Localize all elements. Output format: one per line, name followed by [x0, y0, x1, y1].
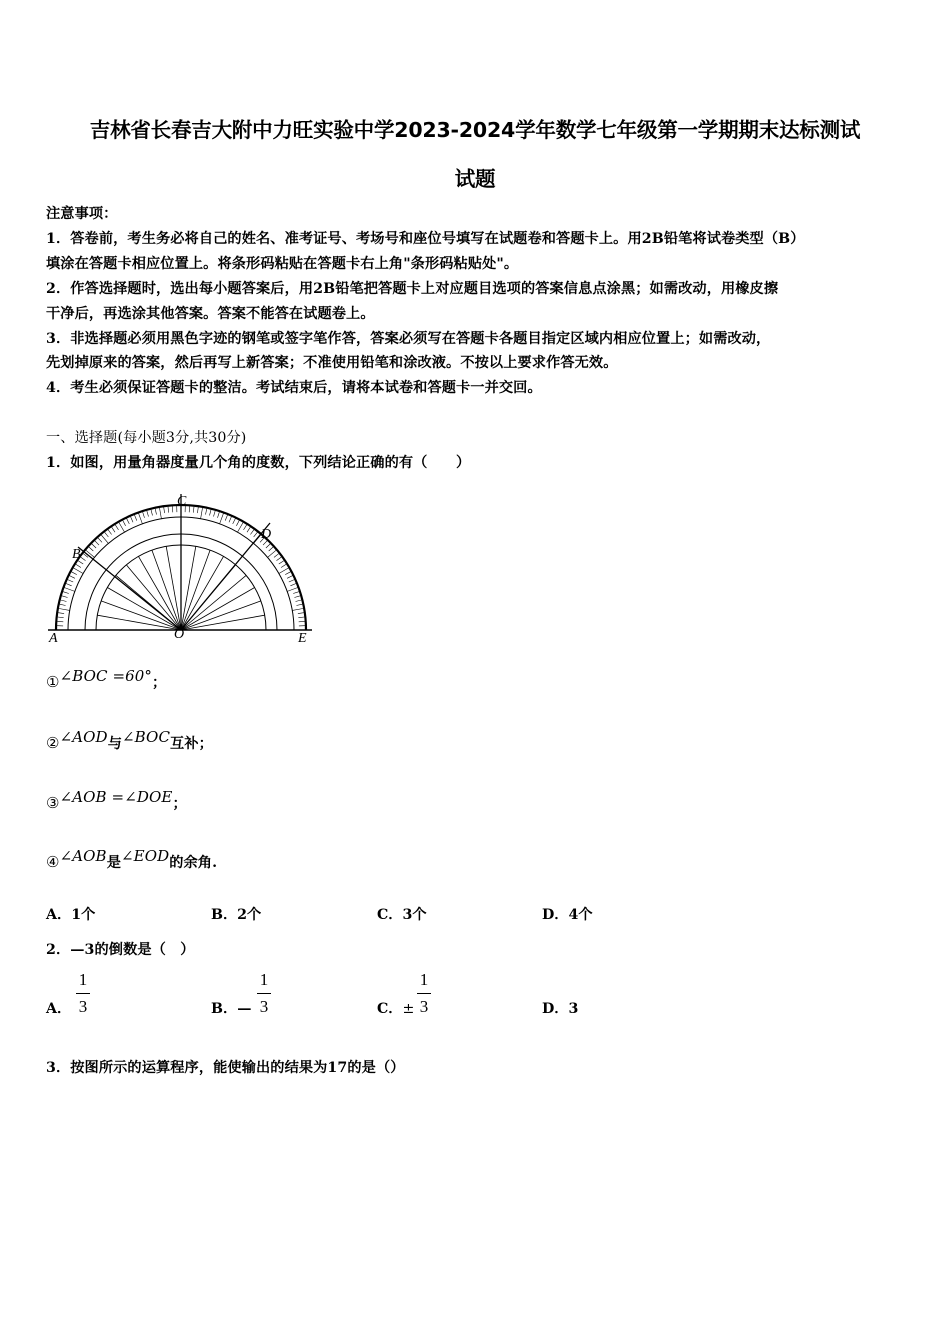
protractor-tick	[131, 517, 133, 523]
statement-4: ④∠AOB是∠EOD的余角.	[46, 847, 218, 871]
protractor-tick	[287, 576, 292, 579]
protractor-tick	[197, 507, 198, 513]
label-o: O	[174, 627, 185, 642]
protractor-tick	[247, 527, 250, 532]
q2-option-c-fraction: 1 3	[417, 970, 431, 1017]
protractor-tick	[60, 604, 66, 605]
protractor-tick	[95, 541, 99, 545]
protractor-tick	[92, 544, 96, 548]
protractor-tick	[119, 523, 125, 533]
protractor-tick	[127, 519, 130, 524]
question-1-stem: 1．如图，用量角器度量几个角的度数，下列结论正确的有（ ）	[46, 455, 471, 471]
protractor-tick	[63, 592, 69, 594]
protractor-tick	[281, 564, 286, 567]
protractor-tick	[293, 592, 299, 594]
notice-line: 干净后，再选涂其他答案。答案不能答在试题卷上。	[46, 306, 375, 322]
protractor-tick	[229, 517, 231, 523]
protractor-tick	[143, 512, 145, 518]
protractor-tick	[225, 515, 227, 521]
protractor-tick	[266, 544, 270, 548]
notice-line: 3．非选择题必须用黑色字迹的钢笔或签字笔作答，答案必须写在答题卡各题目指定区域内相应位置上；如需改动，	[46, 331, 771, 347]
q1-option-b: B．2个	[211, 907, 262, 923]
question-3-stem: 3．按图所示的运算程序，能使输出的结果为17的是（）	[46, 1060, 405, 1076]
page-title-continued: 试题	[454, 167, 496, 191]
protractor-tick	[285, 572, 290, 575]
q2-option-b-fraction: 1 3	[257, 970, 271, 1017]
protractor-tick	[160, 508, 162, 519]
protractor-tick	[89, 547, 93, 551]
protractor-tick	[74, 568, 84, 574]
protractor-tick	[298, 617, 304, 618]
page-title: 吉林省长春吉大附中力旺实验中学2023-2024学年数学七年级第一学期期末达标测试	[89, 118, 861, 142]
protractor-tick	[193, 507, 194, 513]
protractor-tick	[112, 527, 115, 532]
protractor-tick	[108, 530, 112, 535]
protractor-tick	[236, 521, 239, 526]
protractor-tick	[155, 509, 156, 515]
label-a: A	[49, 631, 58, 642]
statement-3: ③∠AOB =∠DOE；	[46, 788, 187, 812]
q2-option-a-fraction: 1 3	[76, 970, 90, 1017]
section-heading: 一、选择题(每小题3分,共30分)	[46, 430, 247, 446]
notice-line: 填涂在答题卡相应位置上。将条形码粘贴在答题卡右上角"条形码粘贴处"。	[46, 256, 519, 272]
notice-line: 先划掉原来的答案，然后再写上新答案；不准使用铅笔和涂改液。不按以上要求作答无效。	[46, 355, 618, 371]
protractor-tick	[61, 600, 67, 602]
protractor-tick	[105, 532, 109, 537]
label-d: D	[261, 527, 272, 542]
protractor-tick	[68, 580, 74, 582]
protractor-tick	[287, 588, 297, 592]
statement-1: ①∠BOC =60°；	[46, 667, 167, 691]
protractor-tick	[81, 557, 86, 561]
protractor-tick	[206, 509, 207, 515]
protractor-tick	[279, 561, 284, 564]
protractor-tick	[70, 576, 75, 579]
label-c: C	[177, 494, 187, 509]
protractor-tick	[214, 511, 216, 517]
protractor-tick	[220, 514, 224, 524]
protractor-tick	[279, 568, 289, 574]
protractor-tick	[201, 508, 203, 519]
q2-option-a-label: A．	[46, 1001, 72, 1017]
protractor-tick	[289, 580, 295, 582]
protractor-tick	[268, 550, 276, 557]
label-e: E	[298, 631, 307, 642]
protractor-tick	[233, 519, 236, 524]
notice-heading: 注意事项：	[46, 206, 118, 222]
protractor-tick	[66, 584, 72, 586]
protractor-tick	[277, 557, 282, 561]
protractor-tick	[296, 604, 302, 605]
protractor-tick	[76, 564, 81, 567]
notice-line: 4．考生必须保证答题卡的整洁。考试结束后，请将本试卷和答题卡一并交回。	[46, 380, 542, 396]
protractor-tick	[210, 510, 212, 516]
protractor-tick	[58, 613, 64, 614]
protractor-tick	[72, 572, 77, 575]
protractor-tick	[139, 514, 143, 524]
protractor-tick	[59, 609, 70, 611]
protractor-tick	[290, 584, 296, 586]
notice-line: 1．答卷前，考生务必将自己的姓名、准考证号、考场号和座位号填写在试题卷和答题卡上。用2B铅笔将试卷类型（B）	[46, 231, 805, 247]
protractor-tick	[254, 532, 258, 537]
protractor-tick	[250, 530, 254, 535]
protractor-tick	[151, 510, 153, 516]
q1-option-c: C．3个	[377, 907, 427, 923]
protractor-tick	[62, 596, 68, 598]
protractor-tick	[65, 588, 75, 592]
protractor-tick	[244, 525, 247, 530]
protractor-tick	[294, 596, 300, 598]
q1-option-d: D．4个	[542, 907, 593, 923]
protractor-tick	[218, 512, 220, 518]
label-b: B	[72, 547, 81, 562]
protractor-tick	[292, 609, 303, 611]
protractor-tick	[274, 554, 279, 558]
protractor-tick	[296, 600, 302, 602]
protractor-tick	[101, 535, 108, 543]
notice-line: 2．作答选择题时，选出每小题答案后，用2B铅笔把答题卡上对应题目选项的答案信息点涂黑；如需改动，用橡皮擦	[46, 281, 779, 297]
protractor-tick	[269, 547, 273, 551]
statement-2: ②∠AOD与∠BOC互补；	[46, 728, 213, 752]
protractor-figure	[44, 492, 314, 642]
protractor-tick	[238, 523, 244, 533]
protractor-tick	[147, 511, 149, 517]
protractor-tick	[115, 525, 118, 530]
q1-option-a: A．1个	[46, 907, 96, 923]
protractor-tick	[298, 613, 304, 614]
protractor-tick	[58, 617, 64, 618]
q2-option-b-label: B．—	[211, 1001, 252, 1017]
q2-option-d: D．3	[542, 1001, 579, 1017]
protractor-tick	[168, 507, 169, 513]
protractor-tick	[135, 515, 137, 521]
question-2-stem: 2．—3的倒数是（ ）	[46, 942, 195, 958]
protractor-tick	[98, 538, 102, 542]
protractor-tick	[164, 507, 165, 513]
protractor-tick	[123, 521, 126, 526]
q2-option-c-label: C．±	[377, 1001, 415, 1017]
